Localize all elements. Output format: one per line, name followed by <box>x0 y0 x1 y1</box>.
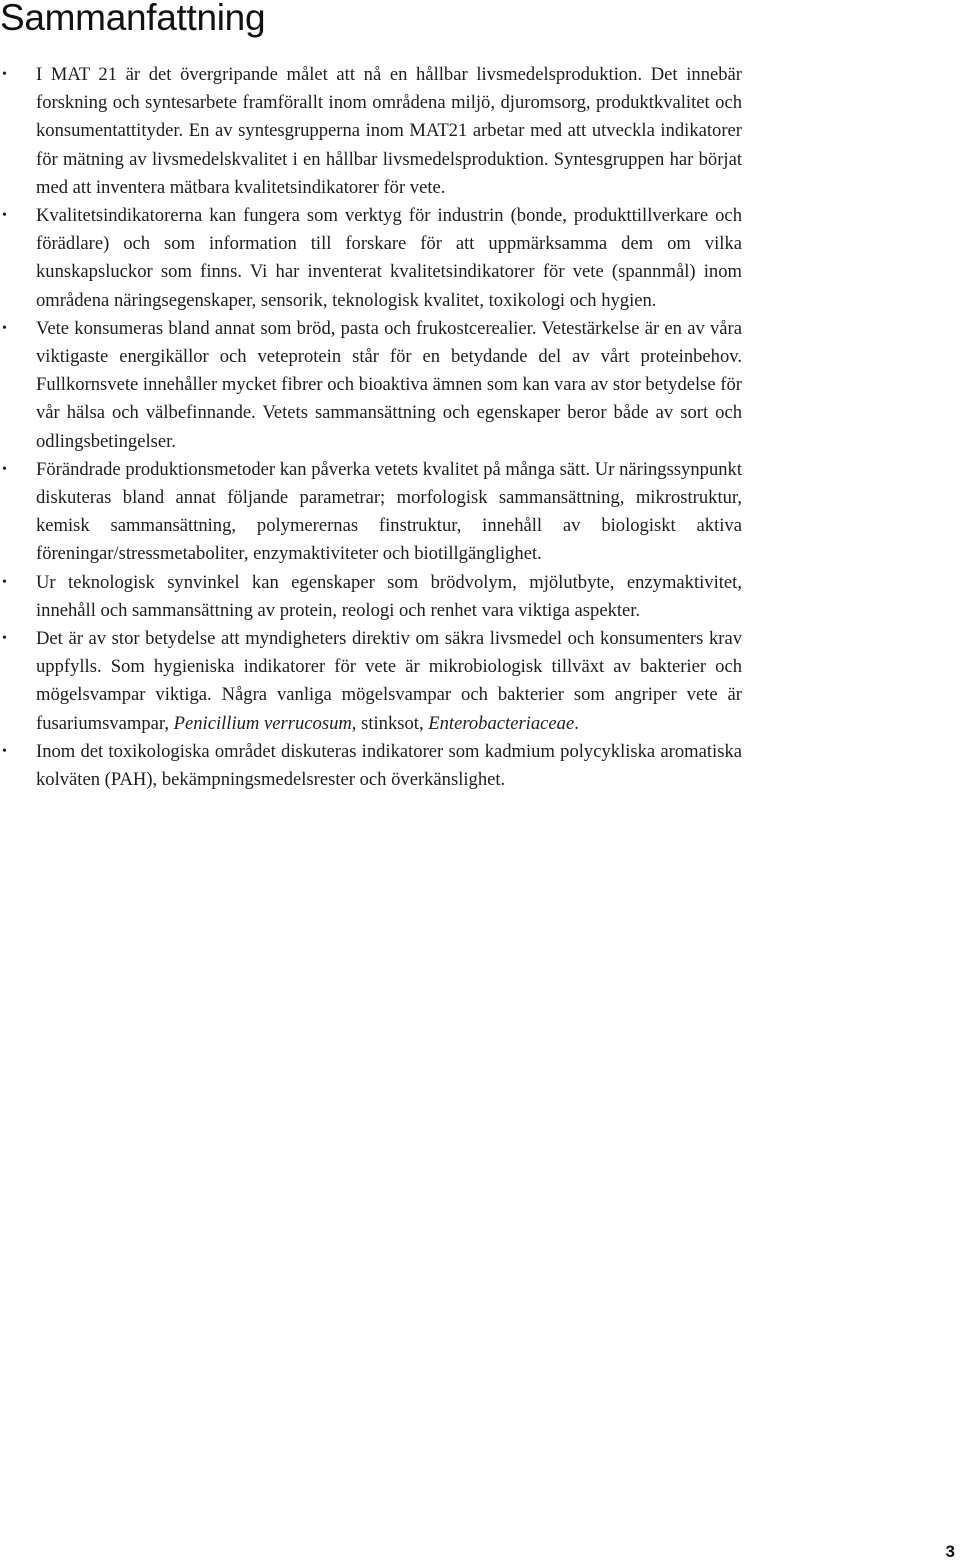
bullet-text <box>36 205 742 311</box>
bullet-icon: • <box>2 631 7 647</box>
bullet-item <box>0 315 742 456</box>
summary-bullet-list <box>0 61 742 794</box>
bullet-item <box>0 202 742 315</box>
bullet-text <box>36 318 742 452</box>
bullet-text-part: . <box>574 712 579 734</box>
bullet-text-part: Inom det toxikologiska området diskuteras indikatorer som kadmium polycykliska aromatiska kolväten (PAH), bekämpningsmedelsrester och överkänslighet. <box>36 740 742 791</box>
bullet-text-part: , stinksot, <box>351 712 429 734</box>
bullet-item <box>0 738 742 794</box>
bullet-text-part: Ur teknologisk synvinkel kan egenskaper som brödvolym, mjölutbyte, enzymaktivitet, innehåll och sammansättning av protein, reologi och renhet vara viktiga aspekter. <box>36 571 742 621</box>
bacteria-family-italic: Enterobacteriaceae <box>428 712 575 734</box>
bullet-text-part: Det är av stor betydelse att myndigheters direktiv om säkra livsmedel och konsumenters krav uppfylls. Som hygieniska indikatorer för vete är mikrobiologisk tillväxt av bakterier och mögelsvampar viktiga. Några vanliga mögelsvampar och bakterier som angriper vete är fusariumsvampar, <box>36 628 742 734</box>
bullet-item <box>0 61 742 202</box>
bullet-icon: • <box>2 574 7 590</box>
bullet-text <box>36 459 742 565</box>
bullet-icon: • <box>2 743 7 759</box>
bullet-text-part: Kvalitetsindikatorerna kan fungera som verktyg för industrin (bonde, produkttillverkare och förädlare) och som information till forskare för att uppmärksamma dem om vilka kunskapsluckor som finns. Vi har inventerat kvalitetsindikatorer för vete (spannmål) inom områdena näringsegenskaper, sensorik, teknologisk kvalitet, toxikologi och hygien. <box>36 205 742 311</box>
bullet-icon: • <box>2 67 7 82</box>
bullet-item <box>0 456 742 569</box>
bullet-item <box>0 569 742 625</box>
bullet-icon: • <box>2 320 7 336</box>
bullet-text <box>36 64 742 198</box>
bullet-text-part: I MAT 21 är det övergripande målet att nå en hållbar livsmedelsproduktion. Det innebär forskning och syntesarbete framförallt inom områdena miljö, djuromsorg, produktkvalitet och konsumentattityder. En av syntesgrupperna inom MAT21 arbetar med att utveckla indikatorer för mätning av livsmedelskvalitet i en hållbar livsmedelsproduktion. Syntesgruppen har börjat med att inventera mätbara kvalitetsindikatorer för vete. <box>36 64 742 198</box>
bullet-text-part: Vete konsumeras bland annat som bröd, pasta och frukostcerealier. Vetestärkelse är en av våra viktigaste energikällor och veteprotein står för en betydande del av vårt proteinbehov. Fullkornsvete innehåller mycket fibrer och bioaktiva ämnen som kan vara av stor betydelse för vår hälsa och välbefinnande. Vetets sammansättning och egenskaper beror både av sort och odlingsbetingelser. <box>36 317 742 452</box>
bullet-item <box>0 625 742 738</box>
bullet-text-part: Förändrade produktionsmetoder kan påverka vetets kvalitet på många sätt. Ur näringssynpunkt diskuteras bland annat följande parametrar; morfologisk sammansättning, mikrostruktur, kemisk sammansättning, polymerernas finstruktur, innehåll av biologiskt aktiva föreningar/stressmetaboliter, enzymaktiviteter och biotillgänglighet. <box>36 458 742 565</box>
bullet-icon: • <box>2 461 7 477</box>
bullet-text <box>36 572 742 621</box>
species-name-italic: Penicillium verrucosum <box>173 712 352 734</box>
page-heading: Sammanfattning <box>0 0 266 38</box>
bullet-icon: • <box>2 208 7 224</box>
page-number: 3 <box>945 1542 955 1561</box>
bullet-text <box>36 628 742 734</box>
bullet-text <box>36 741 742 790</box>
